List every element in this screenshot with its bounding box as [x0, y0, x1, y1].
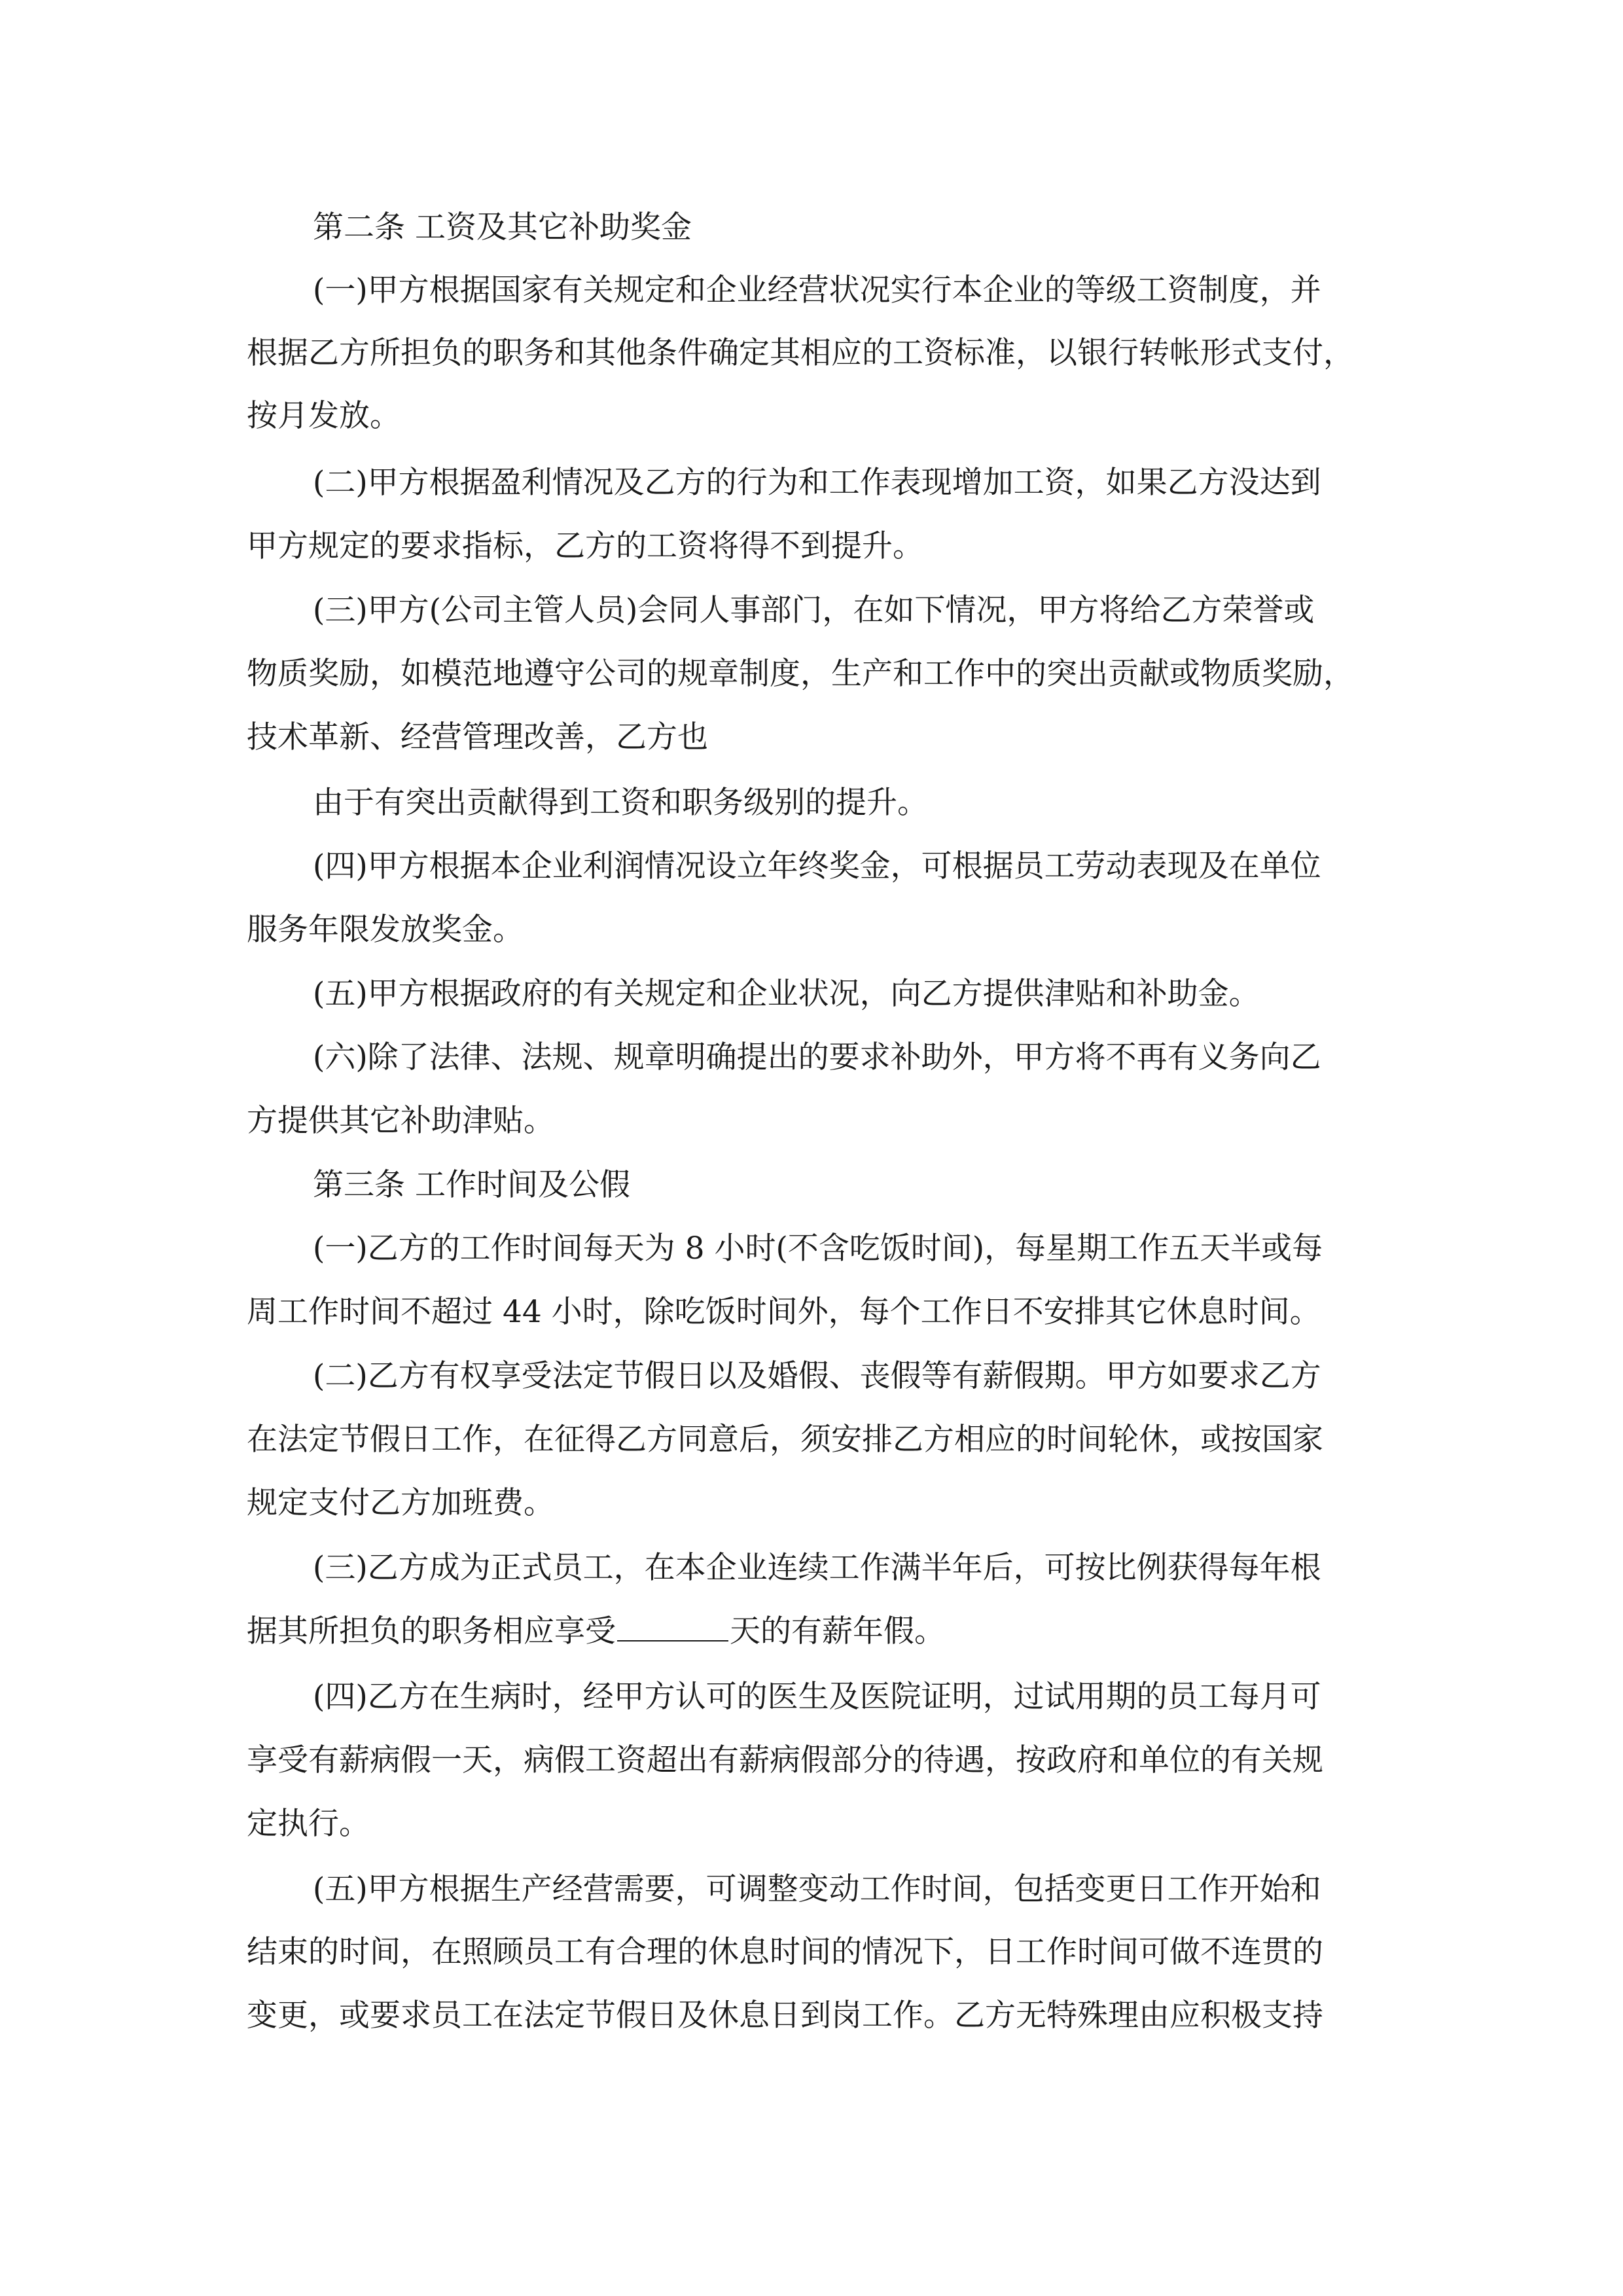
fill-in-blank[interactable]: [617, 1614, 728, 1641]
paragraph-line: 技术革新、经营管理改善，乙方也: [247, 719, 708, 755]
paragraph-line: 服务年限发放奖金。: [247, 912, 524, 948]
paragraph-line-with-blank: [247, 1612, 945, 1651]
paragraph-line: (二)乙方有权享受法定节假日以及婚假、丧假等有薪假期。甲方如要求乙方: [313, 1358, 1321, 1394]
paragraph-line: 变更，或要求员工在法定节假日及休息日到岗工作。乙方无特殊理由应积极支持: [247, 1998, 1323, 2034]
paragraph-line: 规定支付乙方加班费。: [247, 1485, 554, 1521]
paragraph-line: 由于有突出贡献得到工资和职务级别的提升。: [313, 785, 928, 821]
paragraph-line: 在法定节假日工作，在征得乙方同意后，须安排乙方相应的时间轮休，或按国家: [247, 1422, 1323, 1458]
paragraph-line: (五)甲方根据生产经营需要，可调整变动工作时间，包括变更日工作开始和: [313, 1871, 1321, 1907]
line-text-after-blank: 天的有薪年假。: [730, 1613, 945, 1649]
paragraph-line: 甲方规定的要求指标，乙方的工资将得不到提升。: [247, 528, 923, 564]
paragraph-line: (一)甲方根据国家有关规定和企业经营状况实行本企业的等级工资制度，并: [313, 272, 1321, 308]
paragraph-line: 定执行。: [247, 1806, 370, 1842]
paragraph-line: (六)除了法律、法规、规章明确提出的要求补助外，甲方将不再有义务向乙: [313, 1039, 1321, 1075]
paragraph-line: (四)乙方在生病时，经甲方认可的医生及医院证明，过试用期的员工每月可: [313, 1679, 1321, 1715]
paragraph-line: 根据乙方所担负的职务和其他条件确定其相应的工资标准，以银行转帐形式支付，: [247, 335, 1354, 371]
line-text-before-blank: 据其所担负的职务相应享受: [247, 1613, 616, 1649]
paragraph-line: (二)甲方根据盈利情况及乙方的行为和工作表现增加工资，如果乙方没达到: [313, 465, 1321, 501]
paragraph-line: 结束的时间，在照顾员工有合理的休息时间的情况下，日工作时间可做不连贯的: [247, 1934, 1323, 1970]
paragraph-line: (三)甲方(公司主管人员)会同人事部门，在如下情况，甲方将给乙方荣誉或: [313, 592, 1315, 628]
paragraph-line: 享受有薪病假一天，病假工资超出有薪病假部分的待遇，按政府和单位的有关规: [247, 1742, 1323, 1778]
paragraph-line: (三)乙方成为正式员工，在本企业连续工作满半年后，可按比例获得每年根: [313, 1550, 1321, 1586]
paragraph-line: 物质奖励，如模范地遵守公司的规章制度，生产和工作中的突出贡献或物质奖励，: [247, 656, 1354, 692]
article-2-heading: 第二条 工资及其它补助奖金: [313, 209, 692, 245]
paragraph-line: (四)甲方根据本企业利润情况设立年终奖金，可根据员工劳动表现及在单位: [313, 848, 1321, 884]
article-3-heading: 第三条 工作时间及公假: [313, 1167, 630, 1203]
paragraph-line: (五)甲方根据政府的有关规定和企业状况，向乙方提供津贴和补助金。: [313, 976, 1260, 1012]
paragraph-line: 周工作时间不超过 44 小时，除吃饭时间外，每个工作日不安排其它休息时间。: [247, 1294, 1321, 1330]
paragraph-line: 按月发放。: [247, 398, 401, 434]
paragraph-line: 方提供其它补助津贴。: [247, 1103, 554, 1139]
paragraph-line: (一)乙方的工作时间每天为 8 小时(不含吃饭时间)，每星期工作五天半或每: [313, 1230, 1323, 1266]
